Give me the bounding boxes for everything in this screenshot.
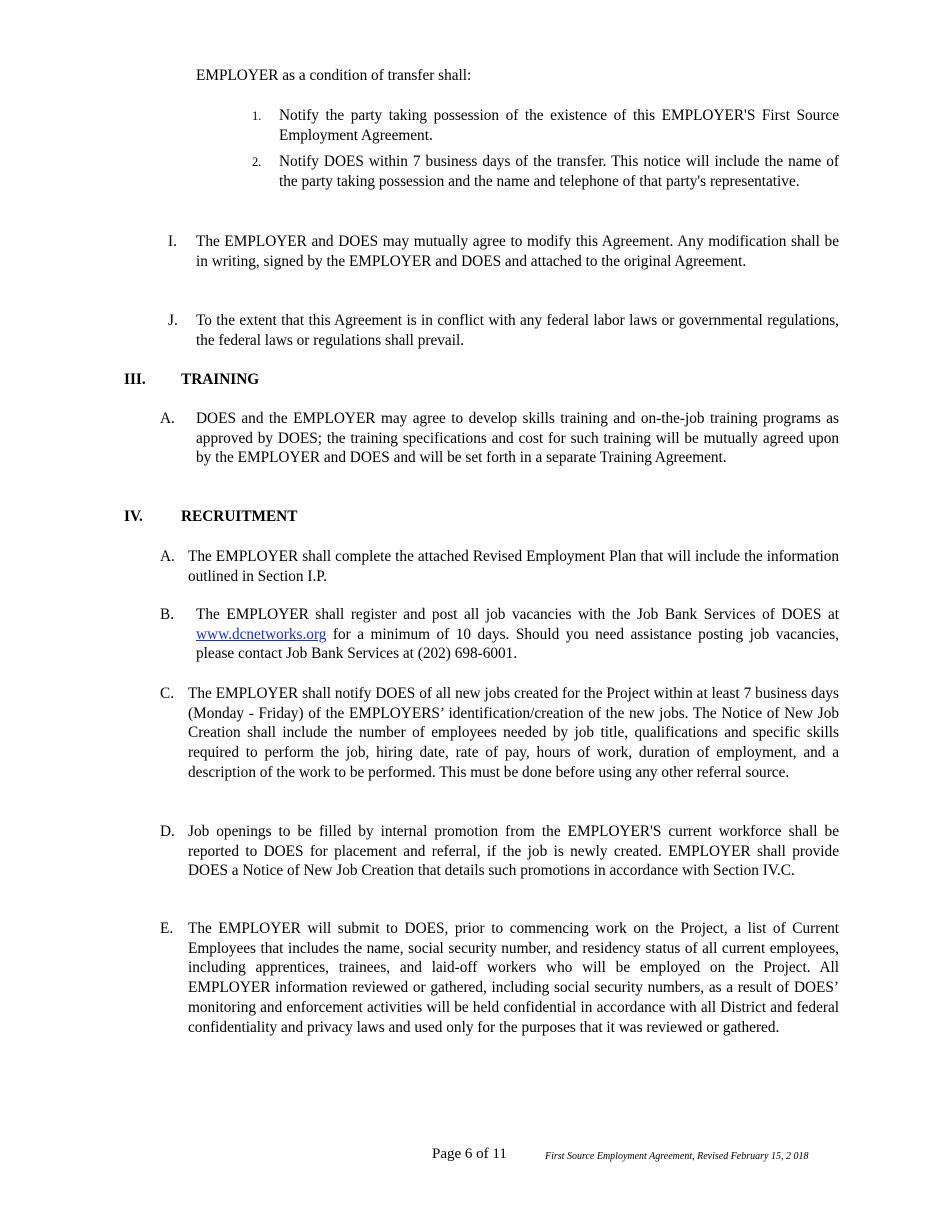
subitem-number: 1. xyxy=(252,109,262,123)
section-3-numeral: III. xyxy=(124,371,146,388)
subitem-text: Notify the party taking possession of the existence of this EMPLOYER'S First Source Employment Agreement. xyxy=(279,107,839,144)
section-4-c-text: The EMPLOYER shall notify DOES of all new jobs created for the Project within at least 7 business days (Monday - Friday) of the EMPLOYERS’ identification/creation of the new jobs. The Notice of New Job Creation shall include the number of employees needed by job title, qualifications and specific skills required to perform the job, hiring date, rate of pay, hours of work, duration of employment, and a description of the work to be performed. This must be done before using any other referral source. xyxy=(188,685,839,781)
section-4-b-text-before: The EMPLOYER shall register and post all job vacancies with the Job Bank Services of DOES at xyxy=(196,606,839,623)
section-4-a-text: The EMPLOYER shall complete the attached Revised Employment Plan that will include the information outlined in Section I.P. xyxy=(188,548,839,585)
section-4-c-letter: C. xyxy=(160,685,175,702)
section-4-numeral: IV. xyxy=(124,508,143,525)
item-j-text: To the extent that this Agreement is in conflict with any federal labor laws or governmental regulations, the federal laws or regulations shall prevail. xyxy=(196,312,839,349)
section-4-e-letter: E. xyxy=(160,920,174,937)
section-4-d-text: Job openings to be filled by internal promotion from the EMPLOYER'S current workforce shall be reported to DOES for placement and referral, if the job is newly created. EMPLOYER shall provide DOES a Notice of New Job Creation that details such promotions in accordance with Section IV.C. xyxy=(188,823,839,880)
section-3-a-letter: A. xyxy=(160,410,175,427)
section-4-b-text-after: for a minimum of 10 days. Should you need assistance posting job vacancies, please contact Job Bank Services at (202) 698-6001. xyxy=(196,625,839,663)
section-3-a-text: DOES and the EMPLOYER may agree to develop skills training and on-the-job training programs as approved by DOES; the training specifications and cost for such training will be mutually agreed upon by the EMPLOYER and DOES and will be set forth in a separate Training Agreement. xyxy=(196,410,839,467)
subitem-number: 2. xyxy=(252,155,262,169)
page-number: Page 6 of 11 xyxy=(432,1146,507,1162)
subitem-text: Notify DOES within 7 business days of the transfer. This notice will include the name of the party taking possession and the name and telephone of that party's representative. xyxy=(279,153,839,190)
dcnetworks-link[interactable]: www.dcnetworks.org xyxy=(196,625,327,643)
section-4-a-letter: A. xyxy=(160,548,175,565)
section-4-b-letter: B. xyxy=(160,606,175,623)
footer-note: First Source Employment Agreement, Revised February 15, 2 018 xyxy=(545,1151,809,1162)
intro-text: EMPLOYER as a condition of transfer shall: xyxy=(196,67,472,84)
item-j-letter: J. xyxy=(168,312,178,329)
section-4-b-text xyxy=(196,605,839,664)
section-4-e-text: The EMPLOYER will submit to DOES, prior to commencing work on the Project, a list of Current Employees that includes the name, social security number, and residency status of all current employees, including apprentices, trainees, and laid-off workers who will be employed on the Project. All EMPLOYER information reviewed or gathered, including social security numbers, as a result of DOES’ monitoring and enforcement activities will be held confidential in accordance with all District and federal confidentiality and privacy laws and used only for the purposes that it was reviewed or gathered. xyxy=(188,920,839,1036)
item-i-letter: I. xyxy=(168,233,177,250)
section-4-title: RECRUITMENT xyxy=(181,508,298,525)
item-i-text: The EMPLOYER and DOES may mutually agree to modify this Agreement. Any modification shall be in writing, signed by the EMPLOYER and DOES and attached to the original Agreement. xyxy=(196,233,839,270)
section-3-title: TRAINING xyxy=(181,371,260,388)
section-4-d-letter: D. xyxy=(160,823,175,840)
